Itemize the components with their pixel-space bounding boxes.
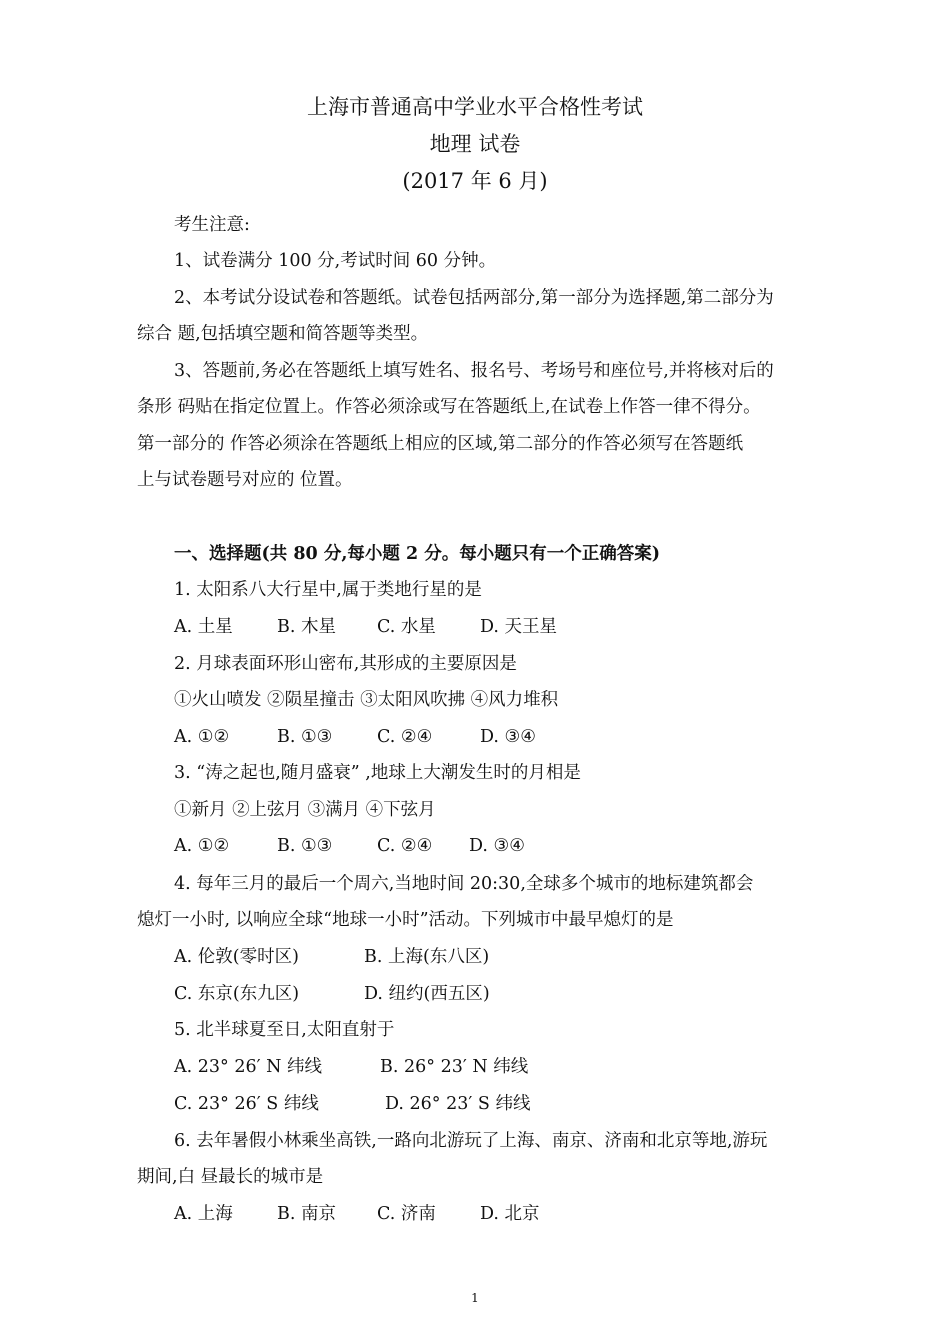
- question-3-stem: 3. “涛之起也,随月盛衰” ,地球上大潮发生时的月相是: [174, 763, 581, 783]
- page-number: 1: [471, 1291, 479, 1305]
- notice-item-3-line-3: 第一部分的 作答必须涂在答题纸上相应的区域,第二部分的作答必须写在答题纸: [137, 434, 744, 454]
- notice-item-3-line-1: 3、答题前,务必在答题纸上填写姓名、报名号、考场号和座位号,并将核对后的: [174, 361, 774, 381]
- question-3-option-a: A. ①②: [174, 836, 230, 856]
- notice-item-1: 1、试卷满分 100 分,考试时间 60 分钟。: [174, 251, 497, 271]
- question-6-stem-line-2: 期间,白 昼最长的城市是: [137, 1167, 324, 1187]
- section-1-heading: 一、选择题(共 80 分,每小题 2 分。每小题只有一个正确答案): [174, 544, 661, 564]
- question-1-option-c: C. 水星: [377, 617, 436, 637]
- question-3-option-d: D. ③④: [469, 836, 525, 856]
- notice-item-3-line-4: 上与试卷题号对应的 位置。: [137, 470, 353, 490]
- question-4-option-c: C. 东京(东九区): [174, 984, 300, 1004]
- question-1-option-d: D. 天王星: [480, 617, 558, 637]
- question-4-stem-line-1: 4. 每年三月的最后一个周六,当地时间 20:30,全球多个城市的地标建筑都会: [174, 874, 754, 894]
- question-2-option-d: D. ③④: [480, 727, 536, 747]
- question-6-option-a: A. 上海: [174, 1204, 233, 1224]
- notice-item-2-line-1: 2、本考试分设试卷和答题纸。试卷包括两部分,第一部分为选择题,第二部分为: [174, 288, 774, 308]
- question-6-options: [174, 1201, 540, 1227]
- question-2-option-c: C. ②④: [377, 727, 433, 747]
- question-4-option-d: D. 纽约(西五区): [364, 984, 490, 1004]
- question-4-options-row-1: [174, 944, 489, 970]
- question-5-options-row-1: [174, 1054, 528, 1080]
- question-2-option-b: B. ①③: [277, 727, 333, 747]
- question-5-option-b: B. 26° 23′ N 纬线: [380, 1057, 529, 1077]
- question-4-option-a: A. 伦敦(零时区): [174, 947, 299, 967]
- question-4-stem-line-2: 熄灯一小时, 以响应全球“地球一小时”活动。下列城市中最早熄灯的是: [137, 910, 674, 930]
- question-6-option-c: C. 济南: [377, 1204, 436, 1224]
- question-4-options-row-2: [174, 981, 490, 1007]
- question-1-option-b: B. 木星: [277, 617, 336, 637]
- question-3-option-b: B. ①③: [277, 836, 333, 856]
- question-2-options: [174, 724, 536, 750]
- question-1-stem: 1. 太阳系八大行星中,属于类地行星的是: [174, 580, 482, 600]
- question-5-option-c: C. 23° 26′ S 纬线: [174, 1094, 319, 1114]
- question-3-items: ①新月 ②上弦月 ③满月 ④下弦月: [174, 800, 436, 820]
- question-1-options: [174, 614, 557, 640]
- question-3-options: [174, 833, 525, 859]
- question-3-option-c: C. ②④: [377, 836, 433, 856]
- notice-item-2-line-2: 综合 题,包括填空题和简答题等类型。: [137, 324, 429, 344]
- question-5-options-row-2: [174, 1091, 530, 1117]
- question-5-stem: 5. 北半球夏至日,太阳直射于: [174, 1020, 395, 1040]
- exam-date: (2017 年 6 月): [402, 169, 548, 193]
- question-6-option-d: D. 北京: [480, 1204, 540, 1224]
- question-1-option-a: A. 土星: [174, 617, 233, 637]
- notice-item-3-line-2: 条形 码贴在指定位置上。作答必须涂或写在答题纸上,在试卷上作答一律不得分。: [137, 397, 761, 417]
- question-4-option-b: B. 上海(东八区): [364, 947, 490, 967]
- question-5-option-a: A. 23° 26′ N 纬线: [174, 1057, 323, 1077]
- question-2-stem: 2. 月球表面环形山密布,其形成的主要原因是: [174, 654, 517, 674]
- question-2-option-a: A. ①②: [174, 727, 230, 747]
- notice-heading: 考生注意:: [174, 215, 250, 235]
- exam-title: 上海市普通高中学业水平合格性考试: [307, 95, 643, 119]
- exam-subject: 地理 试卷: [429, 132, 521, 156]
- question-6-stem-line-1: 6. 去年暑假小林乘坐高铁,一路向北游玩了上海、南京、济南和北京等地,游玩: [174, 1131, 768, 1151]
- question-6-option-b: B. 南京: [277, 1204, 336, 1224]
- question-5-option-d: D. 26° 23′ S 纬线: [385, 1094, 531, 1114]
- question-2-items: ①火山喷发 ②陨星撞击 ③太阳风吹拂 ④风力堆积: [174, 690, 559, 710]
